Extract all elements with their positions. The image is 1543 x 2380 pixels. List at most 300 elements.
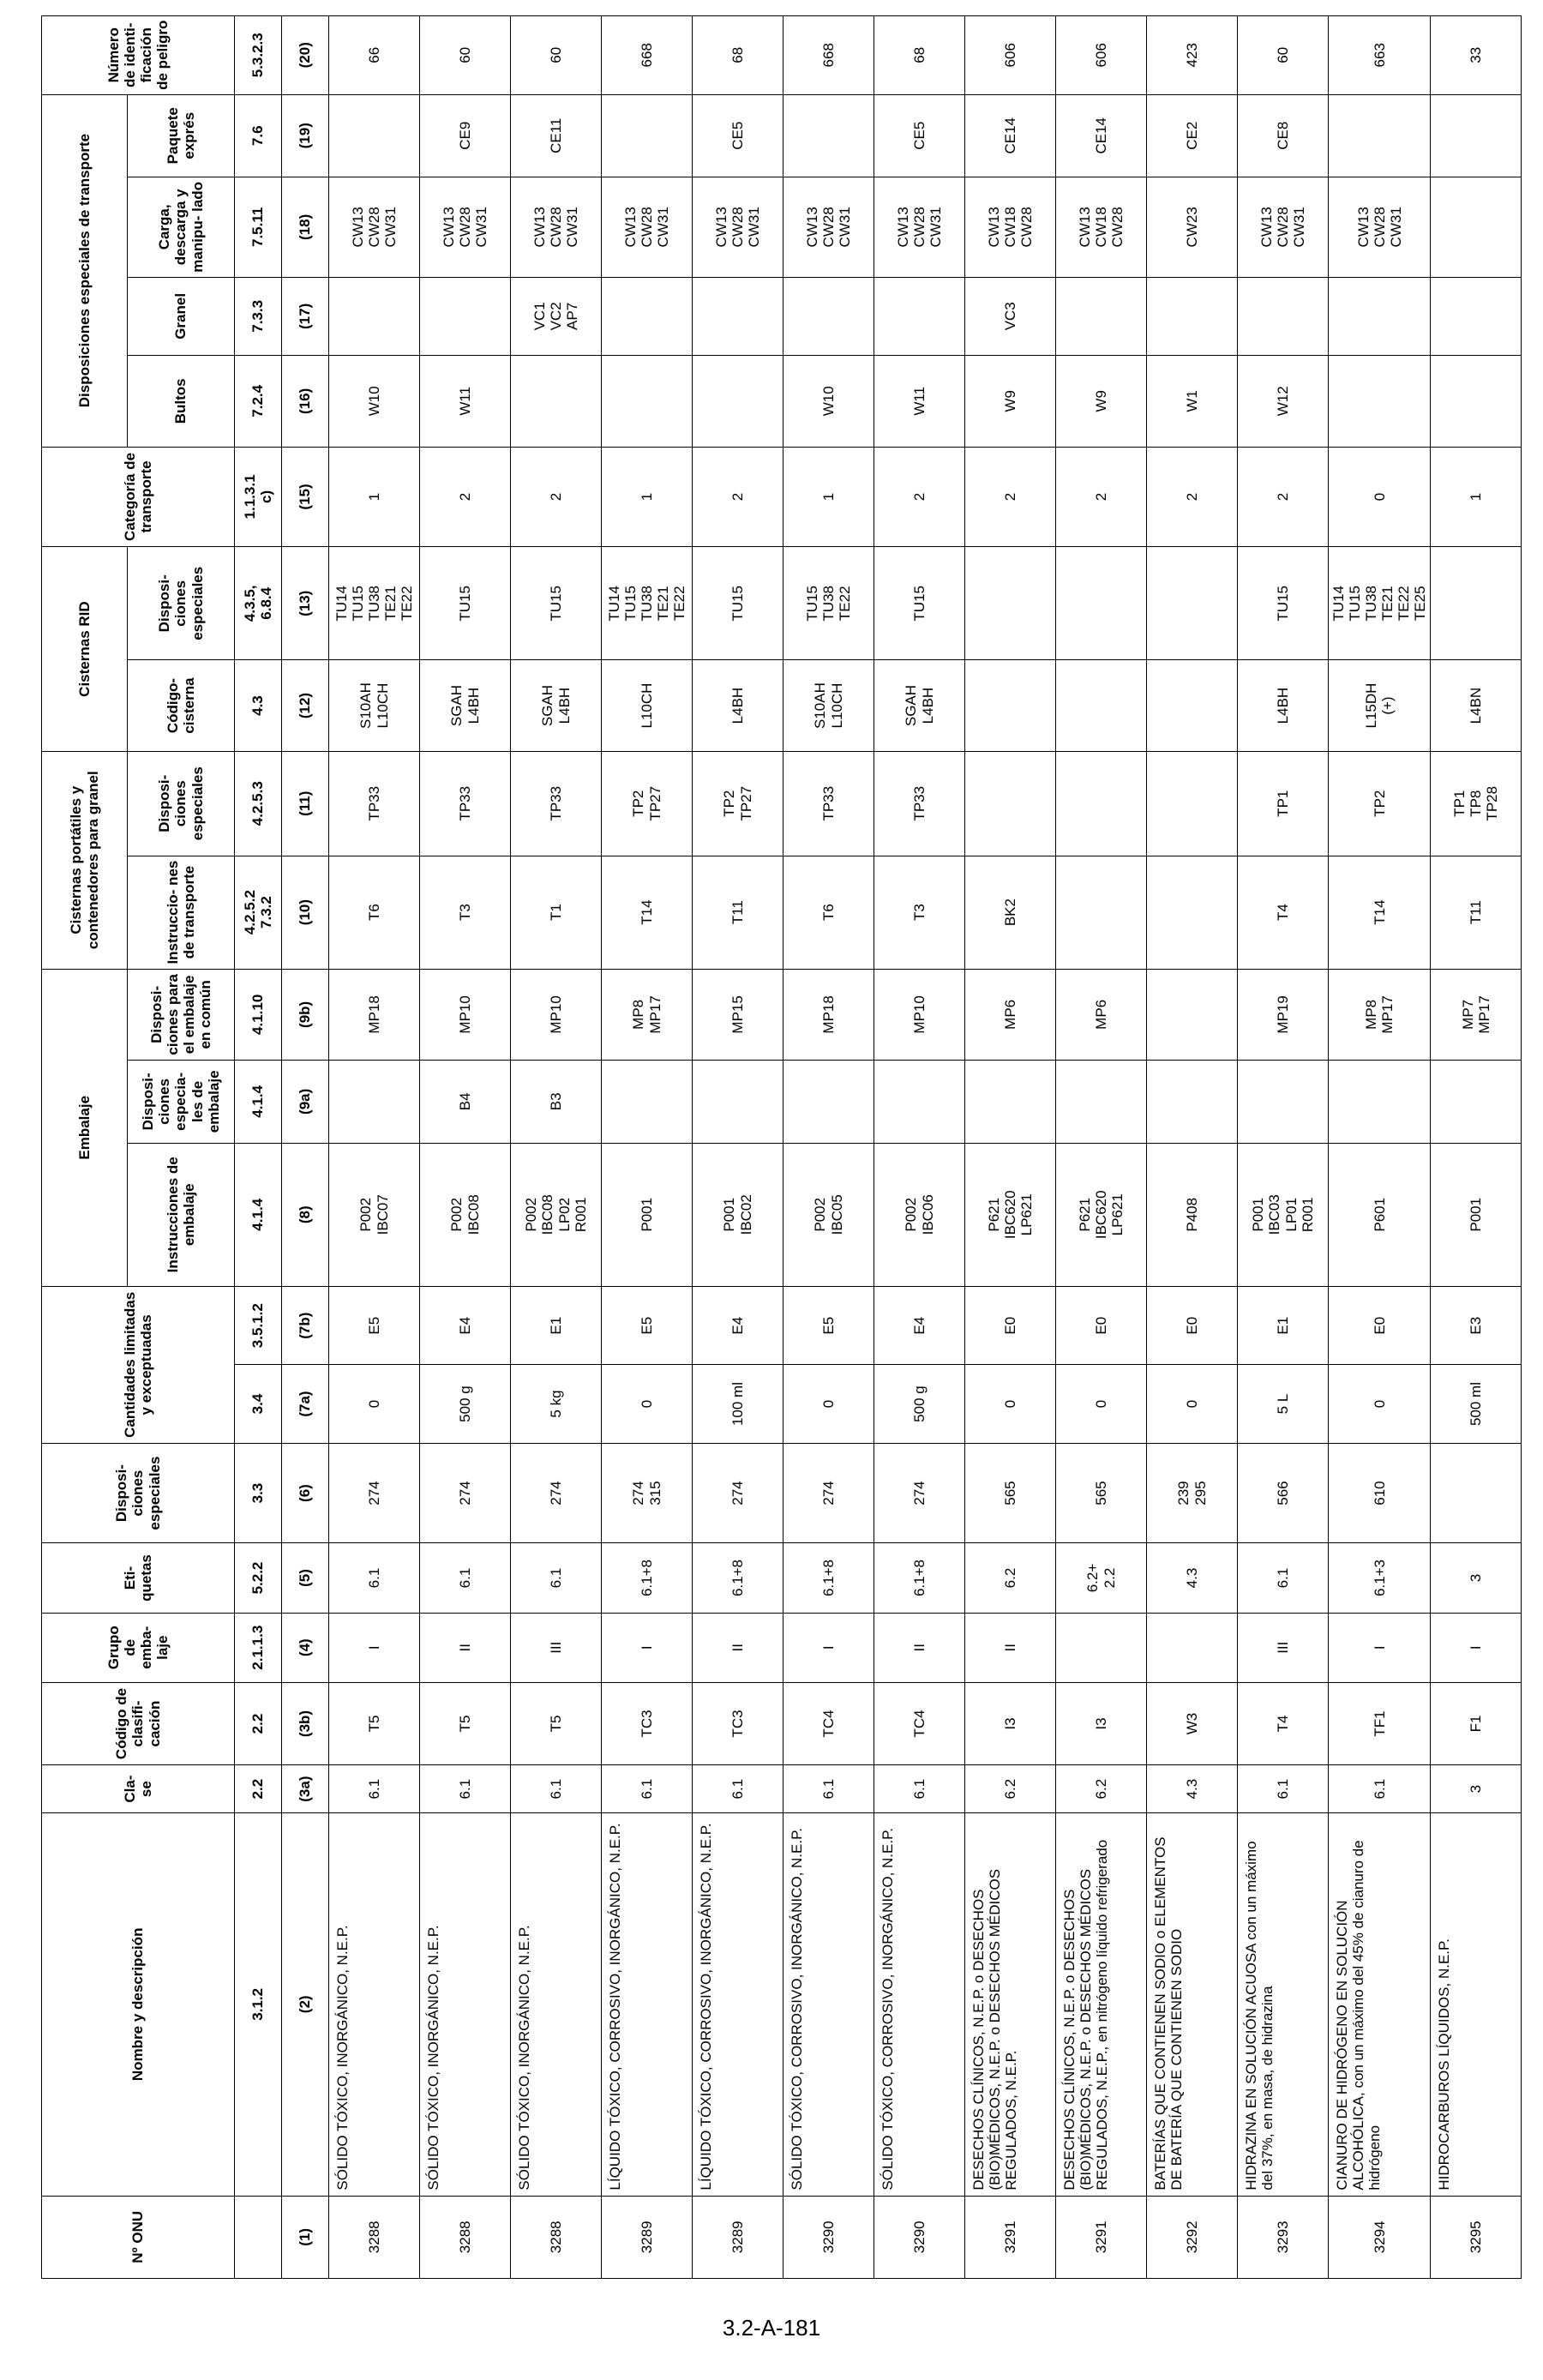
table-cell: 4.3 <box>1147 1543 1238 1613</box>
header-disp-comun: Disposi- ciones para el embalaje en común <box>128 969 235 1061</box>
table-cell: 100 ml <box>693 1365 784 1443</box>
table-cell: B3 <box>511 1061 602 1143</box>
table-cell: CE11 <box>511 94 602 177</box>
table-cell <box>965 660 1056 752</box>
column-number-cell: (7a) <box>282 1365 329 1443</box>
table-cell: TP33 <box>784 751 874 856</box>
table-cell: VC1 VC2 AP7 <box>511 277 602 355</box>
table-cell: VC3 <box>965 277 1056 355</box>
table-cell: MP6 <box>1056 969 1147 1061</box>
table-cell: TP2 TP27 <box>693 751 784 856</box>
substance-name-cell: DESECHOS CLÍNICOS, N.E.P. o DESECHOS (BIO)MÉDICOS, N.E.P. o DESECHOS MÉDICOS REGULADOS, N.E.P. <box>965 1813 1056 2197</box>
table-cell: 6.1+8 <box>784 1543 874 1613</box>
column-number-cell: (5) <box>282 1543 329 1613</box>
table-cell: 6.1 <box>511 1765 602 1813</box>
table-cell <box>602 277 693 355</box>
table-row <box>602 16 693 2279</box>
table-cell: CW13 CW28 CW31 <box>784 177 874 277</box>
ref-cell: 3.3 <box>235 1443 282 1543</box>
table-cell: 3291 <box>1056 2196 1147 2278</box>
substance-name-cell: DESECHOS CLÍNICOS, N.E.P. o DESECHOS (BIO)MÉDICOS, N.E.P. o DESECHOS MÉDICOS REGULADOS, N.E.P., en nitrógeno líquido refrigerado <box>1056 1813 1147 2197</box>
table-cell: CW13 CW28 CW31 <box>420 177 511 277</box>
table-cell: E4 <box>420 1287 511 1365</box>
table-row <box>1238 16 1329 2279</box>
table-cell: TP2 TP27 <box>602 751 693 856</box>
table-cell: TP1 TP8 TP28 <box>1431 751 1522 856</box>
table-cell: 565 <box>965 1443 1056 1543</box>
table-cell: CE8 <box>1238 94 1329 177</box>
header-etiquetas: Eti- quetas <box>42 1543 235 1613</box>
table-cell: P002 IBC05 <box>784 1143 874 1286</box>
header-instr-emb: Instrucciones de embalaje <box>128 1143 235 1286</box>
table-cell: 6.1+3 <box>1329 1543 1431 1613</box>
table-cell: W11 <box>420 356 511 448</box>
table-cell: 2 <box>420 447 511 547</box>
table-cell: TU14 TU15 TU38 TE21 TE22 <box>329 547 420 660</box>
table-cell: 68 <box>693 16 784 95</box>
table-cell: 3290 <box>784 2196 874 2278</box>
header-disp-esp-emb: Disposi- ciones especia- les de embalaje <box>128 1061 235 1143</box>
table-cell: W1 <box>1147 356 1238 448</box>
table-cell: 6.1 <box>420 1765 511 1813</box>
table-cell: 1 <box>602 447 693 547</box>
table-cell: 6.1 <box>1329 1765 1431 1813</box>
table-cell: III <box>511 1613 602 1682</box>
table-cell: CE14 <box>965 94 1056 177</box>
header-disp-esp: Disposi- ciones especiales <box>42 1443 235 1543</box>
ref-cell: 4.2.5.3 <box>235 751 282 856</box>
table-cell: 500 g <box>874 1365 965 1443</box>
table-cell <box>965 751 1056 856</box>
column-number-cell: (3a) <box>282 1765 329 1813</box>
table-cell: TC3 <box>602 1682 693 1764</box>
table-cell: T4 <box>1238 856 1329 969</box>
table-cell: E0 <box>1056 1287 1147 1365</box>
table-cell <box>784 1061 874 1143</box>
table-cell: TU15 <box>1238 547 1329 660</box>
header-clase: Cla- se <box>42 1765 235 1813</box>
table-cell: 3289 <box>693 2196 784 2278</box>
table-cell: P621 IBC620 LP621 <box>965 1143 1056 1286</box>
table-cell: 5 kg <box>511 1365 602 1443</box>
table-cell: W10 <box>329 356 420 448</box>
table-row <box>874 16 965 2279</box>
ref-cell: 7.2.4 <box>235 356 282 448</box>
column-number-cell: (9a) <box>282 1061 329 1143</box>
substance-name-cell: LÍQUIDO TÓXICO, CORROSIVO, INORGÁNICO, N.E.P. <box>602 1813 693 2197</box>
table-cell: II <box>874 1613 965 1682</box>
table-cell: CW13 CW28 CW31 <box>693 177 784 277</box>
table-cell: 3292 <box>1147 2196 1238 2278</box>
table-cell: 5 L <box>1238 1365 1329 1443</box>
header-name: Nombre y descripción <box>42 1813 235 2197</box>
table-cell: P002 IBC08 LP02 R001 <box>511 1143 602 1286</box>
column-number-cell: (20) <box>282 16 329 95</box>
table-cell: 6.1 <box>693 1765 784 1813</box>
table-cell: L4BN <box>1431 660 1522 752</box>
table-cell: TC4 <box>874 1682 965 1764</box>
column-number-cell: (10) <box>282 856 329 969</box>
table-cell: 610 <box>1329 1443 1431 1543</box>
table-cell: TP33 <box>420 751 511 856</box>
table-cell: 2 <box>511 447 602 547</box>
table-cell <box>602 1061 693 1143</box>
ref-cell <box>235 2196 282 2278</box>
table-cell: 500 ml <box>1431 1365 1522 1443</box>
table-cell: SGAH L4BH <box>874 660 965 752</box>
table-cell: TC4 <box>784 1682 874 1764</box>
table-cell: S10AH L10CH <box>784 660 874 752</box>
table-body <box>329 16 1522 2279</box>
table-row <box>1431 16 1522 2279</box>
ref-cell: 2.2 <box>235 1682 282 1764</box>
ref-cell: 3.4 <box>235 1365 282 1443</box>
table-row <box>1147 16 1238 2279</box>
table-cell <box>1056 660 1147 752</box>
table-cell <box>1147 856 1238 969</box>
table-cell: CE2 <box>1147 94 1238 177</box>
header-un-no: Nº ONU <box>42 2196 235 2278</box>
ref-cell: 2.1.1.3 <box>235 1613 282 1682</box>
table-cell: E0 <box>965 1287 1056 1365</box>
table-cell: 68 <box>874 16 965 95</box>
table-cell: T6 <box>784 856 874 969</box>
table-cell: 6.1+8 <box>602 1543 693 1613</box>
table-cell: L4BH <box>693 660 784 752</box>
table-row <box>1056 16 1147 2279</box>
table-cell: W3 <box>1147 1682 1238 1764</box>
header-disp-esp-rid: Disposi- ciones especiales <box>128 547 235 660</box>
table-cell: 3 <box>1431 1543 1522 1613</box>
column-number-cell: (15) <box>282 447 329 547</box>
column-number-cell: (16) <box>282 356 329 448</box>
table-cell: I <box>329 1613 420 1682</box>
table-cell <box>602 94 693 177</box>
table-cell: B4 <box>420 1061 511 1143</box>
ref-cell: 1.1.3.1 c) <box>235 447 282 547</box>
column-number-cell: (12) <box>282 660 329 752</box>
table-cell: TC3 <box>693 1682 784 1764</box>
table-cell <box>1147 1061 1238 1143</box>
table-cell: 565 <box>1056 1443 1147 1543</box>
column-number-cell: (8) <box>282 1143 329 1286</box>
table-cell: I <box>602 1613 693 1682</box>
table-cell: T11 <box>693 856 784 969</box>
table-cell: 1 <box>784 447 874 547</box>
table-cell: S10AH L10CH <box>329 660 420 752</box>
table-cell: 274 <box>329 1443 420 1543</box>
table-cell: CW13 CW28 CW31 <box>1329 177 1431 277</box>
table-cell: SGAH L4BH <box>420 660 511 752</box>
substance-name-cell: SÓLIDO TÓXICO, INORGÁNICO, N.E.P. <box>329 1813 420 2197</box>
table-cell: CW13 CW28 CW31 <box>874 177 965 277</box>
table-header <box>42 16 329 2279</box>
table-cell: E3 <box>1431 1287 1522 1365</box>
table-cell: 2 <box>965 447 1056 547</box>
table-cell: I <box>784 1613 874 1682</box>
table-cell: III <box>1238 1613 1329 1682</box>
table-cell: TU15 <box>511 547 602 660</box>
column-number-cell: (6) <box>282 1443 329 1543</box>
table-cell: E4 <box>874 1287 965 1365</box>
column-number-cell: (9b) <box>282 969 329 1061</box>
table-cell: P001 <box>602 1143 693 1286</box>
table-cell: 6.2 <box>965 1765 1056 1813</box>
table-cell <box>693 356 784 448</box>
table-cell <box>1147 1613 1238 1682</box>
table-cell: T3 <box>874 856 965 969</box>
table-cell: TF1 <box>1329 1682 1431 1764</box>
table-cell <box>1329 277 1431 355</box>
table-cell: MP10 <box>420 969 511 1061</box>
ref-cell: 4.2.5.2 7.3.2 <box>235 856 282 969</box>
table-cell: 1 <box>329 447 420 547</box>
ref-cell: 7.6 <box>235 94 282 177</box>
table-cell <box>1431 1061 1522 1143</box>
table-cell: 0 <box>1329 1365 1431 1443</box>
ref-cell: 5.2.2 <box>235 1543 282 1613</box>
header-cisternas-port: Cisternas portátiles y contenedores para granel <box>42 751 128 969</box>
table-cell <box>1147 660 1238 752</box>
table-cell <box>602 356 693 448</box>
table-cell: CW13 CW28 CW31 <box>602 177 693 277</box>
ref-cell: 7.5.11 <box>235 177 282 277</box>
table-cell: E0 <box>1329 1287 1431 1365</box>
reference-row <box>235 16 282 2279</box>
table-cell: T14 <box>1329 856 1431 969</box>
table-row <box>784 16 874 2279</box>
table-cell: 4.3 <box>1147 1765 1238 1813</box>
table-cell: 6.2 <box>965 1543 1056 1613</box>
table-cell: CW23 <box>1147 177 1238 277</box>
table-cell: P002 IBC06 <box>874 1143 965 1286</box>
table-cell <box>329 94 420 177</box>
table-cell: 3288 <box>329 2196 420 2278</box>
table-cell: I <box>1431 1613 1522 1682</box>
column-number-cell: (4) <box>282 1613 329 1682</box>
table-cell: II <box>420 1613 511 1682</box>
table-cell: 6.1 <box>329 1543 420 1613</box>
table-cell <box>1147 547 1238 660</box>
table-cell: F1 <box>1431 1682 1522 1764</box>
table-cell: T5 <box>420 1682 511 1764</box>
table-cell <box>1329 356 1431 448</box>
table-cell: 606 <box>1056 16 1147 95</box>
ref-cell: 4.1.4 <box>235 1061 282 1143</box>
table-cell: E5 <box>329 1287 420 1365</box>
table-cell: L10CH <box>602 660 693 752</box>
table-row <box>329 16 420 2279</box>
table-cell: 566 <box>1238 1443 1329 1543</box>
table-cell: W9 <box>965 356 1056 448</box>
table-cell: 3289 <box>602 2196 693 2278</box>
table-cell: 6.1 <box>602 1765 693 1813</box>
column-number-cell: (18) <box>282 177 329 277</box>
table-cell <box>1056 1613 1147 1682</box>
table-cell: 6.1 <box>1238 1765 1329 1813</box>
table-cell: CE14 <box>1056 94 1147 177</box>
table-cell <box>420 277 511 355</box>
table-cell: 6.2+ 2.2 <box>1056 1543 1147 1613</box>
column-number-cell: (13) <box>282 547 329 660</box>
table-cell: P002 IBC08 <box>420 1143 511 1286</box>
table-cell: I3 <box>965 1682 1056 1764</box>
ref-cell: 3.1.2 <box>235 1813 282 2197</box>
column-number-row <box>282 16 329 2279</box>
table-cell: 6.2 <box>1056 1765 1147 1813</box>
table-cell: 668 <box>784 16 874 95</box>
table-cell: E0 <box>1147 1287 1238 1365</box>
table-cell: CW13 CW28 CW31 <box>511 177 602 277</box>
table-cell: TU15 <box>874 547 965 660</box>
table-cell: 0 <box>1056 1365 1147 1443</box>
table-cell: 6.1 <box>784 1765 874 1813</box>
table-cell: I3 <box>1056 1682 1147 1764</box>
table-cell: CE5 <box>874 94 965 177</box>
table-cell: 60 <box>511 16 602 95</box>
table-cell: MP8 MP17 <box>1329 969 1431 1061</box>
table-cell <box>1431 277 1522 355</box>
column-number-cell: (1) <box>282 2196 329 2278</box>
table-cell: 6.1 <box>420 1543 511 1613</box>
table-cell: 6.1+8 <box>874 1543 965 1613</box>
table-cell: 606 <box>965 16 1056 95</box>
substance-name-cell: SÓLIDO TÓXICO, INORGÁNICO, N.E.P. <box>511 1813 602 2197</box>
table-cell: 2 <box>1147 447 1238 547</box>
table-cell: MP18 <box>784 969 874 1061</box>
column-number-cell: (11) <box>282 751 329 856</box>
table-cell: MP10 <box>874 969 965 1061</box>
table-cell <box>1329 1061 1431 1143</box>
table-cell: SGAH L4BH <box>511 660 602 752</box>
table-cell: 6.1+8 <box>693 1543 784 1613</box>
header-categoria: Categoría de transporte <box>42 447 235 547</box>
header-codigo: Código de clasifi- cación <box>42 1682 235 1764</box>
table-cell: BK2 <box>965 856 1056 969</box>
table-cell <box>1056 277 1147 355</box>
table-cell: P601 <box>1329 1143 1431 1286</box>
table-cell: TP33 <box>329 751 420 856</box>
table-cell: MP6 <box>965 969 1056 1061</box>
table-cell: MP15 <box>693 969 784 1061</box>
substance-name-cell: CIANURO DE HIDRÓGENO EN SOLUCIÓN ALCOHÓLICA, con un máximo del 45% de cianuro de hidrógeno <box>1329 1813 1431 2197</box>
table-cell: 274 <box>874 1443 965 1543</box>
table-cell: 3 <box>1431 1765 1522 1813</box>
table-cell: CE9 <box>420 94 511 177</box>
table-cell: MP10 <box>511 969 602 1061</box>
header-bultos: Bultos <box>128 356 235 448</box>
table-cell: 0 <box>965 1365 1056 1443</box>
table-row <box>420 16 511 2279</box>
table-cell <box>693 1061 784 1143</box>
table-cell: E4 <box>693 1287 784 1365</box>
table-cell: 6.1 <box>1238 1543 1329 1613</box>
table-cell: P001 IBC02 <box>693 1143 784 1286</box>
table-cell: W12 <box>1238 356 1329 448</box>
ref-cell: 7.3.3 <box>235 277 282 355</box>
header-carga: Carga, descarga y manipu- lado <box>128 177 235 277</box>
header-cisternas-rid: Cisternas RID <box>42 547 128 752</box>
table-cell: T14 <box>602 856 693 969</box>
header-embalaje: Embalaje <box>42 969 128 1286</box>
table-cell: T5 <box>511 1682 602 1764</box>
table-cell: 2 <box>874 447 965 547</box>
table-cell: CW13 CW28 CW31 <box>329 177 420 277</box>
header-numero-id: Número de identi- ficación de peligro <box>42 16 235 95</box>
substance-name-cell: SÓLIDO TÓXICO, INORGÁNICO, N.E.P. <box>420 1813 511 2197</box>
table-cell: 274 <box>420 1443 511 1543</box>
table-row <box>965 16 1056 2279</box>
table-cell: T5 <box>329 1682 420 1764</box>
table-cell: P001 <box>1431 1143 1522 1286</box>
page-number: 3.2-A-181 <box>722 2315 821 2341</box>
table-cell: 6.1 <box>511 1543 602 1613</box>
table-cell: TU14 TU15 TU38 TE21 TE22 <box>602 547 693 660</box>
table-cell: 3293 <box>1238 2196 1329 2278</box>
table-cell <box>965 547 1056 660</box>
table-cell <box>965 1061 1056 1143</box>
table-cell: T3 <box>420 856 511 969</box>
table-cell: 0 <box>1147 1365 1238 1443</box>
header-grupo: Grupo de emba- laje <box>42 1613 235 1682</box>
table-cell: TP2 <box>1329 751 1431 856</box>
table-cell: 33 <box>1431 16 1522 95</box>
table-cell: 3291 <box>965 2196 1056 2278</box>
header-granel: Granel <box>128 277 235 355</box>
table-cell: 3294 <box>1329 2196 1431 2278</box>
table-row <box>1329 16 1431 2279</box>
table-cell: P001 IBC03 LP01 R001 <box>1238 1143 1329 1286</box>
table-cell: 6.1 <box>874 1765 965 1813</box>
table-cell: 0 <box>329 1365 420 1443</box>
table-cell: II <box>965 1613 1056 1682</box>
table-cell: TU14 TU15 TU38 TE21 TE22 TE25 <box>1329 547 1431 660</box>
table-cell <box>1431 1443 1522 1543</box>
table-cell: MP8 MP17 <box>602 969 693 1061</box>
table-cell <box>1147 751 1238 856</box>
table-cell: 6.1 <box>329 1765 420 1813</box>
table-cell: 274 <box>784 1443 874 1543</box>
table-cell: 2 <box>1238 447 1329 547</box>
table-cell: T4 <box>1238 1682 1329 1764</box>
substance-name-cell: SÓLIDO TÓXICO, CORROSIVO, INORGÁNICO, N.E.P. <box>874 1813 965 2197</box>
table-cell <box>1238 1061 1329 1143</box>
table-cell <box>329 277 420 355</box>
table-cell: E5 <box>602 1287 693 1365</box>
table-cell: 0 <box>1329 447 1431 547</box>
table-cell: 274 <box>693 1443 784 1543</box>
table-cell: 0 <box>602 1365 693 1443</box>
table-cell: 239 295 <box>1147 1443 1238 1543</box>
table-cell: 668 <box>602 16 693 95</box>
table-row <box>511 16 602 2279</box>
table-cell: 3288 <box>511 2196 602 2278</box>
table-cell: E1 <box>1238 1287 1329 1365</box>
table-cell: W11 <box>874 356 965 448</box>
table-cell: P621 IBC620 LP621 <box>1056 1143 1147 1286</box>
table-cell: TP33 <box>874 751 965 856</box>
header-codigo-cisterna: Código- cisterna <box>128 660 235 752</box>
table-cell <box>1147 969 1238 1061</box>
table-cell: I <box>1329 1613 1431 1682</box>
table-cell <box>329 1061 420 1143</box>
dangerous-goods-table <box>41 15 1522 2279</box>
table-cell <box>1329 94 1431 177</box>
table-cell: L4BH <box>1238 660 1329 752</box>
header-instr-transp: Instruccio- nes de transporte <box>128 856 235 969</box>
table-cell <box>1056 751 1147 856</box>
table-cell: MP18 <box>329 969 420 1061</box>
